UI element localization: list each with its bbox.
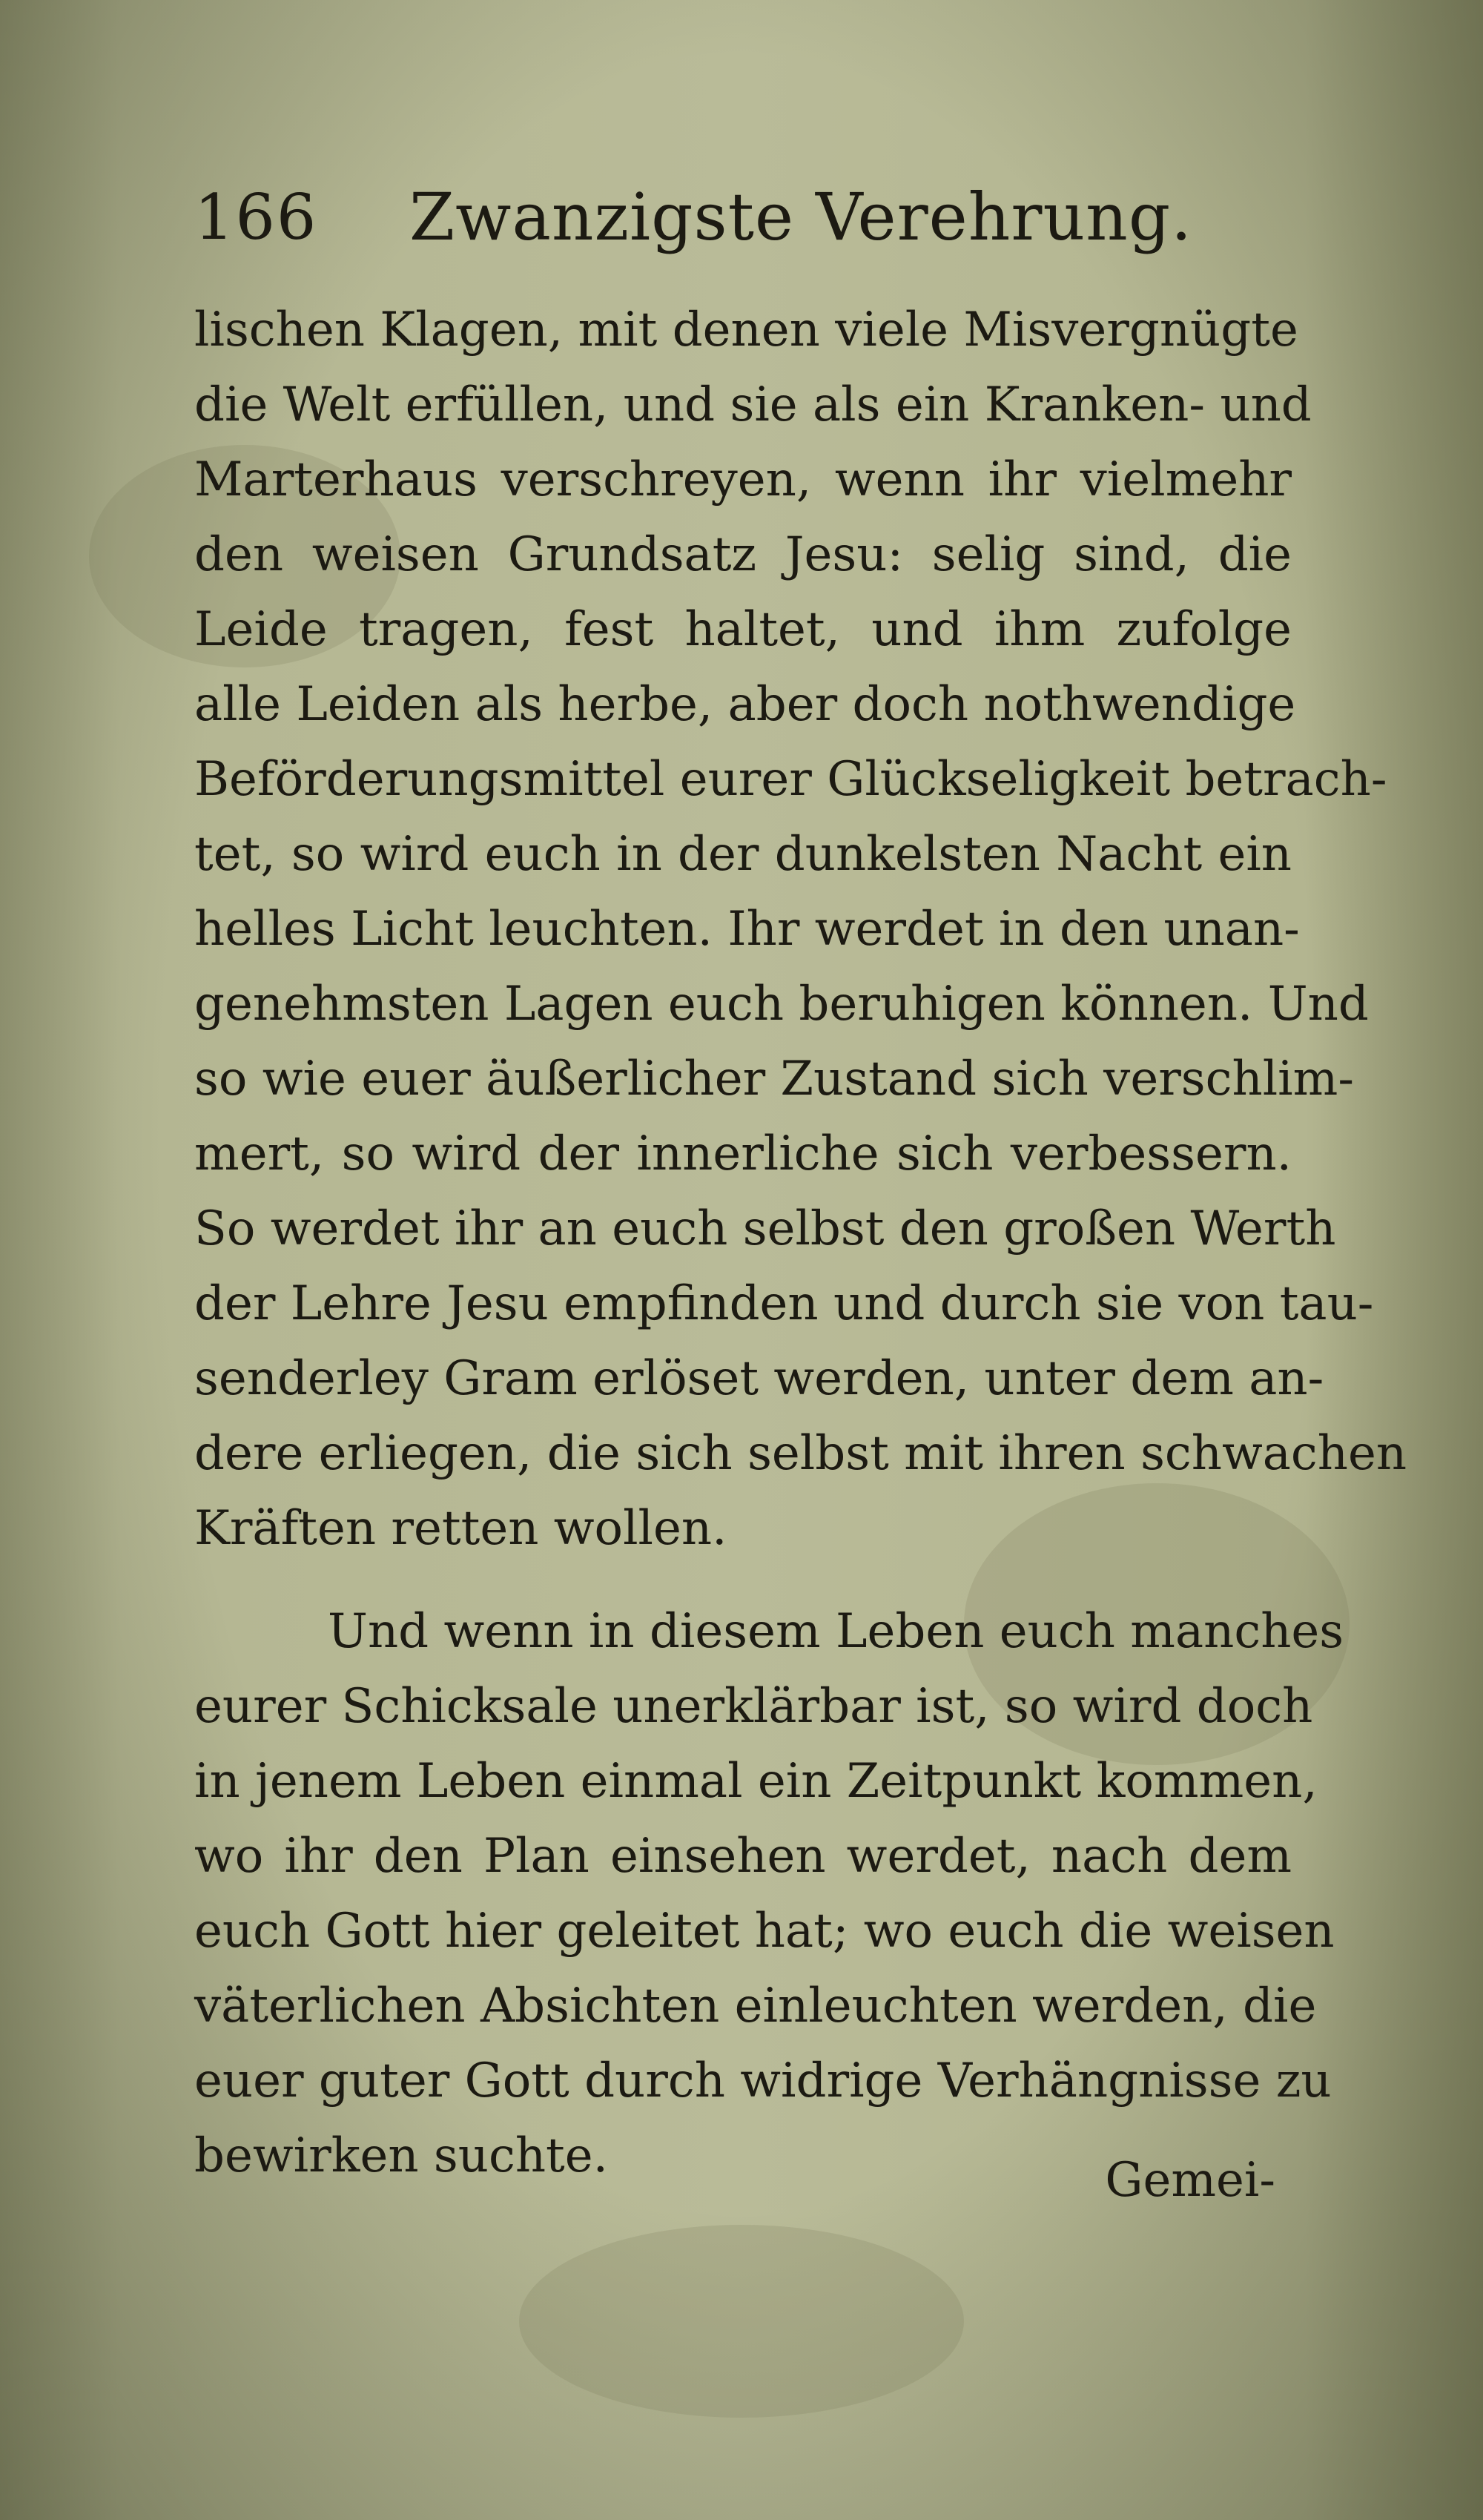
text-line: So werdet ihr an euch selbst den großen Werth [194,1201,1336,1256]
text-line: Beförderungsmittel eurer Glückseligkeit betrach- [194,752,1387,807]
text-line: dere erliegen, die sich selbst mit ihren schwachen [194,1426,1407,1481]
text-line: mert, so wird der innerliche sich verbessern. [194,1127,1292,1181]
running-title: Zwanzigste Verehrung. [409,179,1193,255]
body-text [194,293,1407,2194]
text-line: Marterhaus verschreyen, wenn ihr vielmehr [194,452,1292,507]
text-line: tet, so wird euch in der dunkelsten Nacht ein [194,827,1292,882]
text-line: euch Gott hier geleitet hat; wo euch die weisen [194,1904,1335,1959]
text-line: väterlichen Absichten einleuchten werden, die [194,1979,1317,2034]
text-line: den weisen Grundsatz Jesu: selig sind, die [194,527,1292,582]
paragraph-gap [194,1566,1292,1594]
catchword: Gemei- [1105,2153,1275,2208]
text-line: genehmsten Lagen euch beruhigen können. Und [194,977,1369,1032]
text-line: eurer Schicksale unerklärbar ist, so wird doch [194,1679,1313,1734]
text-line: in jenem Leben einmal ein Zeitpunkt kommen, [194,1754,1318,1809]
text-line: senderley Gram erlöset werden, unter dem an- [194,1351,1324,1406]
text-line: Kräften retten wollen. [194,1501,727,1556]
text-line: helles Licht leuchten. Ihr werdet in den unan- [194,902,1300,957]
text-line: so wie euer äußerlicher Zustand sich verschlim- [194,1052,1354,1106]
paper-stain [519,2225,964,2418]
text-line: bewirken suchte. [194,2128,608,2183]
text-line: wo ihr den Plan einsehen werdet, nach dem [194,1829,1292,1884]
text-line: lischen Klagen, mit denen viele Misvergnügte [194,303,1298,357]
page-header [194,177,1284,265]
page-number: 166 [194,181,318,254]
text-line: die Welt erfüllen, und sie als ein Kranken- und [194,377,1312,432]
text-line: Leide tragen, fest haltet, und ihm zufolge [194,602,1292,657]
text-line: euer guter Gott durch widrige Verhängnisse zu [194,2054,1332,2108]
text-line: der Lehre Jesu empfinden und durch sie von tau- [194,1276,1374,1331]
text-line: Und wenn in diesem Leben euch manches [328,1604,1344,1659]
text-line: alle Leiden als herbe, aber doch nothwendige [194,677,1296,732]
